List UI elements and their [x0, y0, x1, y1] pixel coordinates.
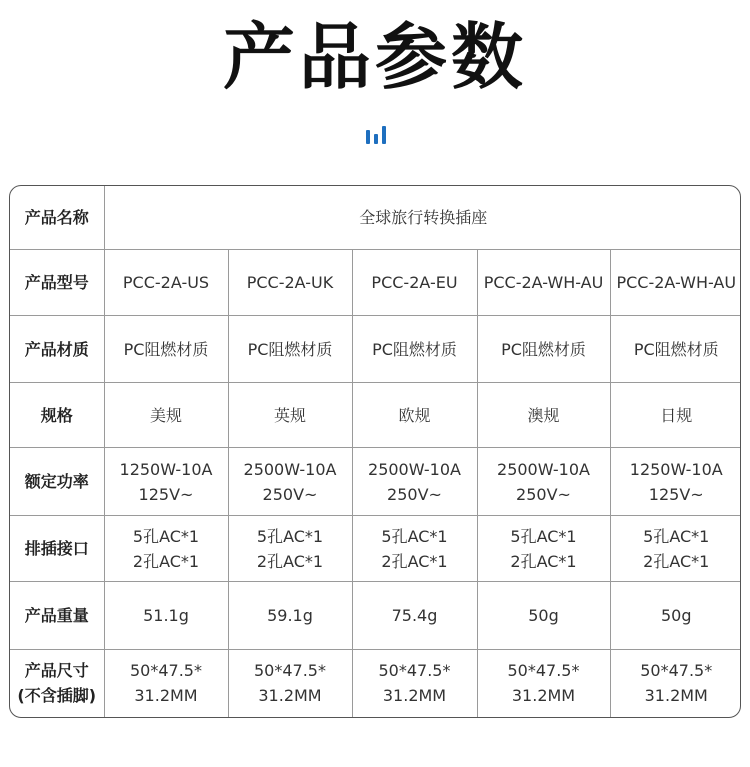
table-cell-text: PC阻燃材质	[247, 339, 333, 359]
table-cell-text: 50*47.5*	[507, 661, 580, 681]
table-cell-text: 50*47.5*	[640, 661, 713, 681]
row-label-text: 产品名称	[24, 207, 89, 227]
table-cell-text: PCC-2A-WH-AU	[483, 273, 604, 293]
table-cell-text: 125V~	[648, 484, 704, 504]
row-label-text: 规格	[40, 405, 73, 425]
table-row	[10, 249, 741, 316]
table-cell-text: 125V~	[138, 484, 194, 504]
table-cell-text: 5孔AC*1	[256, 526, 324, 546]
table-cell-text: 2孔AC*1	[381, 551, 448, 571]
table-cell-text: 31.2MM	[258, 686, 322, 706]
row-label	[10, 448, 104, 516]
table-cell	[477, 582, 610, 650]
table-cell-text: PCC-2A-EU	[371, 273, 458, 293]
table-row	[10, 382, 741, 447]
row-label	[10, 515, 104, 582]
table-cell-text: 2500W-10A	[368, 459, 461, 479]
table-cell-text: 75.4g	[391, 606, 438, 626]
table-cell-text: 2500W-10A	[497, 459, 590, 479]
table-row	[10, 515, 741, 582]
table-cell	[228, 249, 352, 316]
table-cell-text: 欧规	[398, 405, 431, 425]
table-row	[10, 448, 741, 516]
table-cell	[104, 316, 228, 383]
table-cell	[352, 448, 477, 516]
table-cell	[228, 582, 352, 650]
table-cell-text: 250V~	[262, 484, 318, 504]
table-cell	[228, 448, 352, 516]
row-label	[10, 316, 104, 383]
table-cell-text: 5孔AC*1	[643, 526, 710, 546]
table-row	[10, 649, 741, 717]
table-cell	[104, 515, 228, 582]
table-cell	[610, 316, 741, 383]
table-cell-text: 2孔AC*1	[510, 551, 577, 571]
table-cell-text: 1250W-10A	[119, 459, 213, 479]
row-label-text: 产品型号	[24, 273, 89, 293]
table-cell	[352, 649, 477, 717]
table-cell-text: 5孔AC*1	[381, 526, 448, 546]
table-row	[10, 316, 741, 383]
table-cell	[477, 316, 610, 383]
table-cell-text: 澳规	[527, 405, 560, 425]
table-cell	[104, 649, 228, 717]
row-label-text: 额定功率	[24, 472, 89, 492]
table-cell-text: PC阻燃材质	[372, 339, 457, 359]
table-cell-text: PCC-2A-UK	[246, 273, 334, 293]
table-cell-text: PC阻燃材质	[501, 339, 586, 359]
table-cell	[477, 448, 610, 516]
table-cell	[610, 649, 741, 717]
row-label	[10, 382, 104, 447]
table-cell	[477, 649, 610, 717]
table-cell	[352, 316, 477, 383]
table-cell	[610, 582, 741, 650]
table-cell	[477, 249, 610, 316]
table-cell-text: 日规	[660, 405, 693, 425]
table-row	[10, 186, 741, 249]
table-cell-text: 250V~	[516, 484, 571, 504]
table-cell-text: 2500W-10A	[243, 459, 337, 479]
table-cell	[228, 649, 352, 717]
table-cell-text: 250V~	[387, 484, 442, 504]
table-cell	[352, 249, 477, 316]
row-label-text: (不含插脚)	[17, 686, 97, 706]
table-cell-text: PCC-2A-US	[122, 273, 210, 293]
table-cell-text: 2孔AC*1	[643, 551, 710, 571]
table-cell-text: 31.2MM	[382, 686, 447, 706]
table-cell	[228, 382, 352, 447]
page-title: 产品参数	[222, 15, 527, 99]
table-cell	[352, 515, 477, 582]
table-cell-text: 59.1g	[267, 606, 313, 626]
table-cell-text: 英规	[273, 405, 306, 425]
table-cell	[477, 382, 610, 447]
table-row	[10, 582, 741, 650]
title-divider-icon	[364, 124, 390, 144]
row-label-text: 产品材质	[24, 339, 89, 359]
table-cell-text: 5孔AC*1	[132, 526, 200, 546]
table-cell-text: PC阻燃材质	[633, 339, 719, 359]
table-cell-text: 31.2MM	[511, 686, 576, 706]
table-cell	[228, 515, 352, 582]
table-cell	[352, 382, 477, 447]
table-cell-text: 2孔AC*1	[256, 551, 324, 571]
table-cell-text: 美规	[149, 405, 182, 425]
table-cell	[104, 186, 741, 249]
table-cell-text: 50*47.5*	[378, 661, 451, 681]
table-cell	[104, 382, 228, 447]
table-cell-text: 50*47.5*	[130, 661, 202, 681]
row-label-text: 产品重量	[24, 606, 89, 626]
table-cell-text: 全球旅行转换插座	[359, 207, 488, 227]
table-cell-text: 1250W-10A	[629, 459, 723, 479]
table-cell-text: 51.1g	[143, 606, 189, 626]
table-cell	[610, 249, 741, 316]
table-cell-text: PC阻燃材质	[123, 339, 209, 359]
row-label	[10, 186, 104, 249]
table-cell	[610, 448, 741, 516]
row-label-text: 产品尺寸	[24, 661, 89, 681]
table-cell-text: 50*47.5*	[254, 661, 326, 681]
table-cell	[477, 515, 610, 582]
table-cell	[104, 582, 228, 650]
table-cell-text: 2孔AC*1	[132, 551, 200, 571]
spec-table	[9, 185, 741, 718]
table-cell	[104, 448, 228, 516]
row-label	[10, 649, 104, 717]
row-label	[10, 249, 104, 316]
row-label	[10, 582, 104, 650]
table-cell-text: 31.2MM	[134, 686, 198, 706]
table-cell-text: PCC-2A-WH-AU	[616, 273, 737, 293]
table-cell	[352, 582, 477, 650]
table-cell	[610, 382, 741, 447]
table-cell	[610, 515, 741, 582]
row-label-text: 排插接口	[24, 539, 89, 559]
table-cell-text: 31.2MM	[644, 686, 708, 706]
table-cell	[104, 249, 228, 316]
table-cell-text: 50g	[660, 606, 692, 626]
spec-table-grid	[10, 186, 741, 717]
table-cell	[228, 316, 352, 383]
table-cell-text: 5孔AC*1	[510, 526, 577, 546]
table-cell-text: 50g	[528, 606, 559, 626]
